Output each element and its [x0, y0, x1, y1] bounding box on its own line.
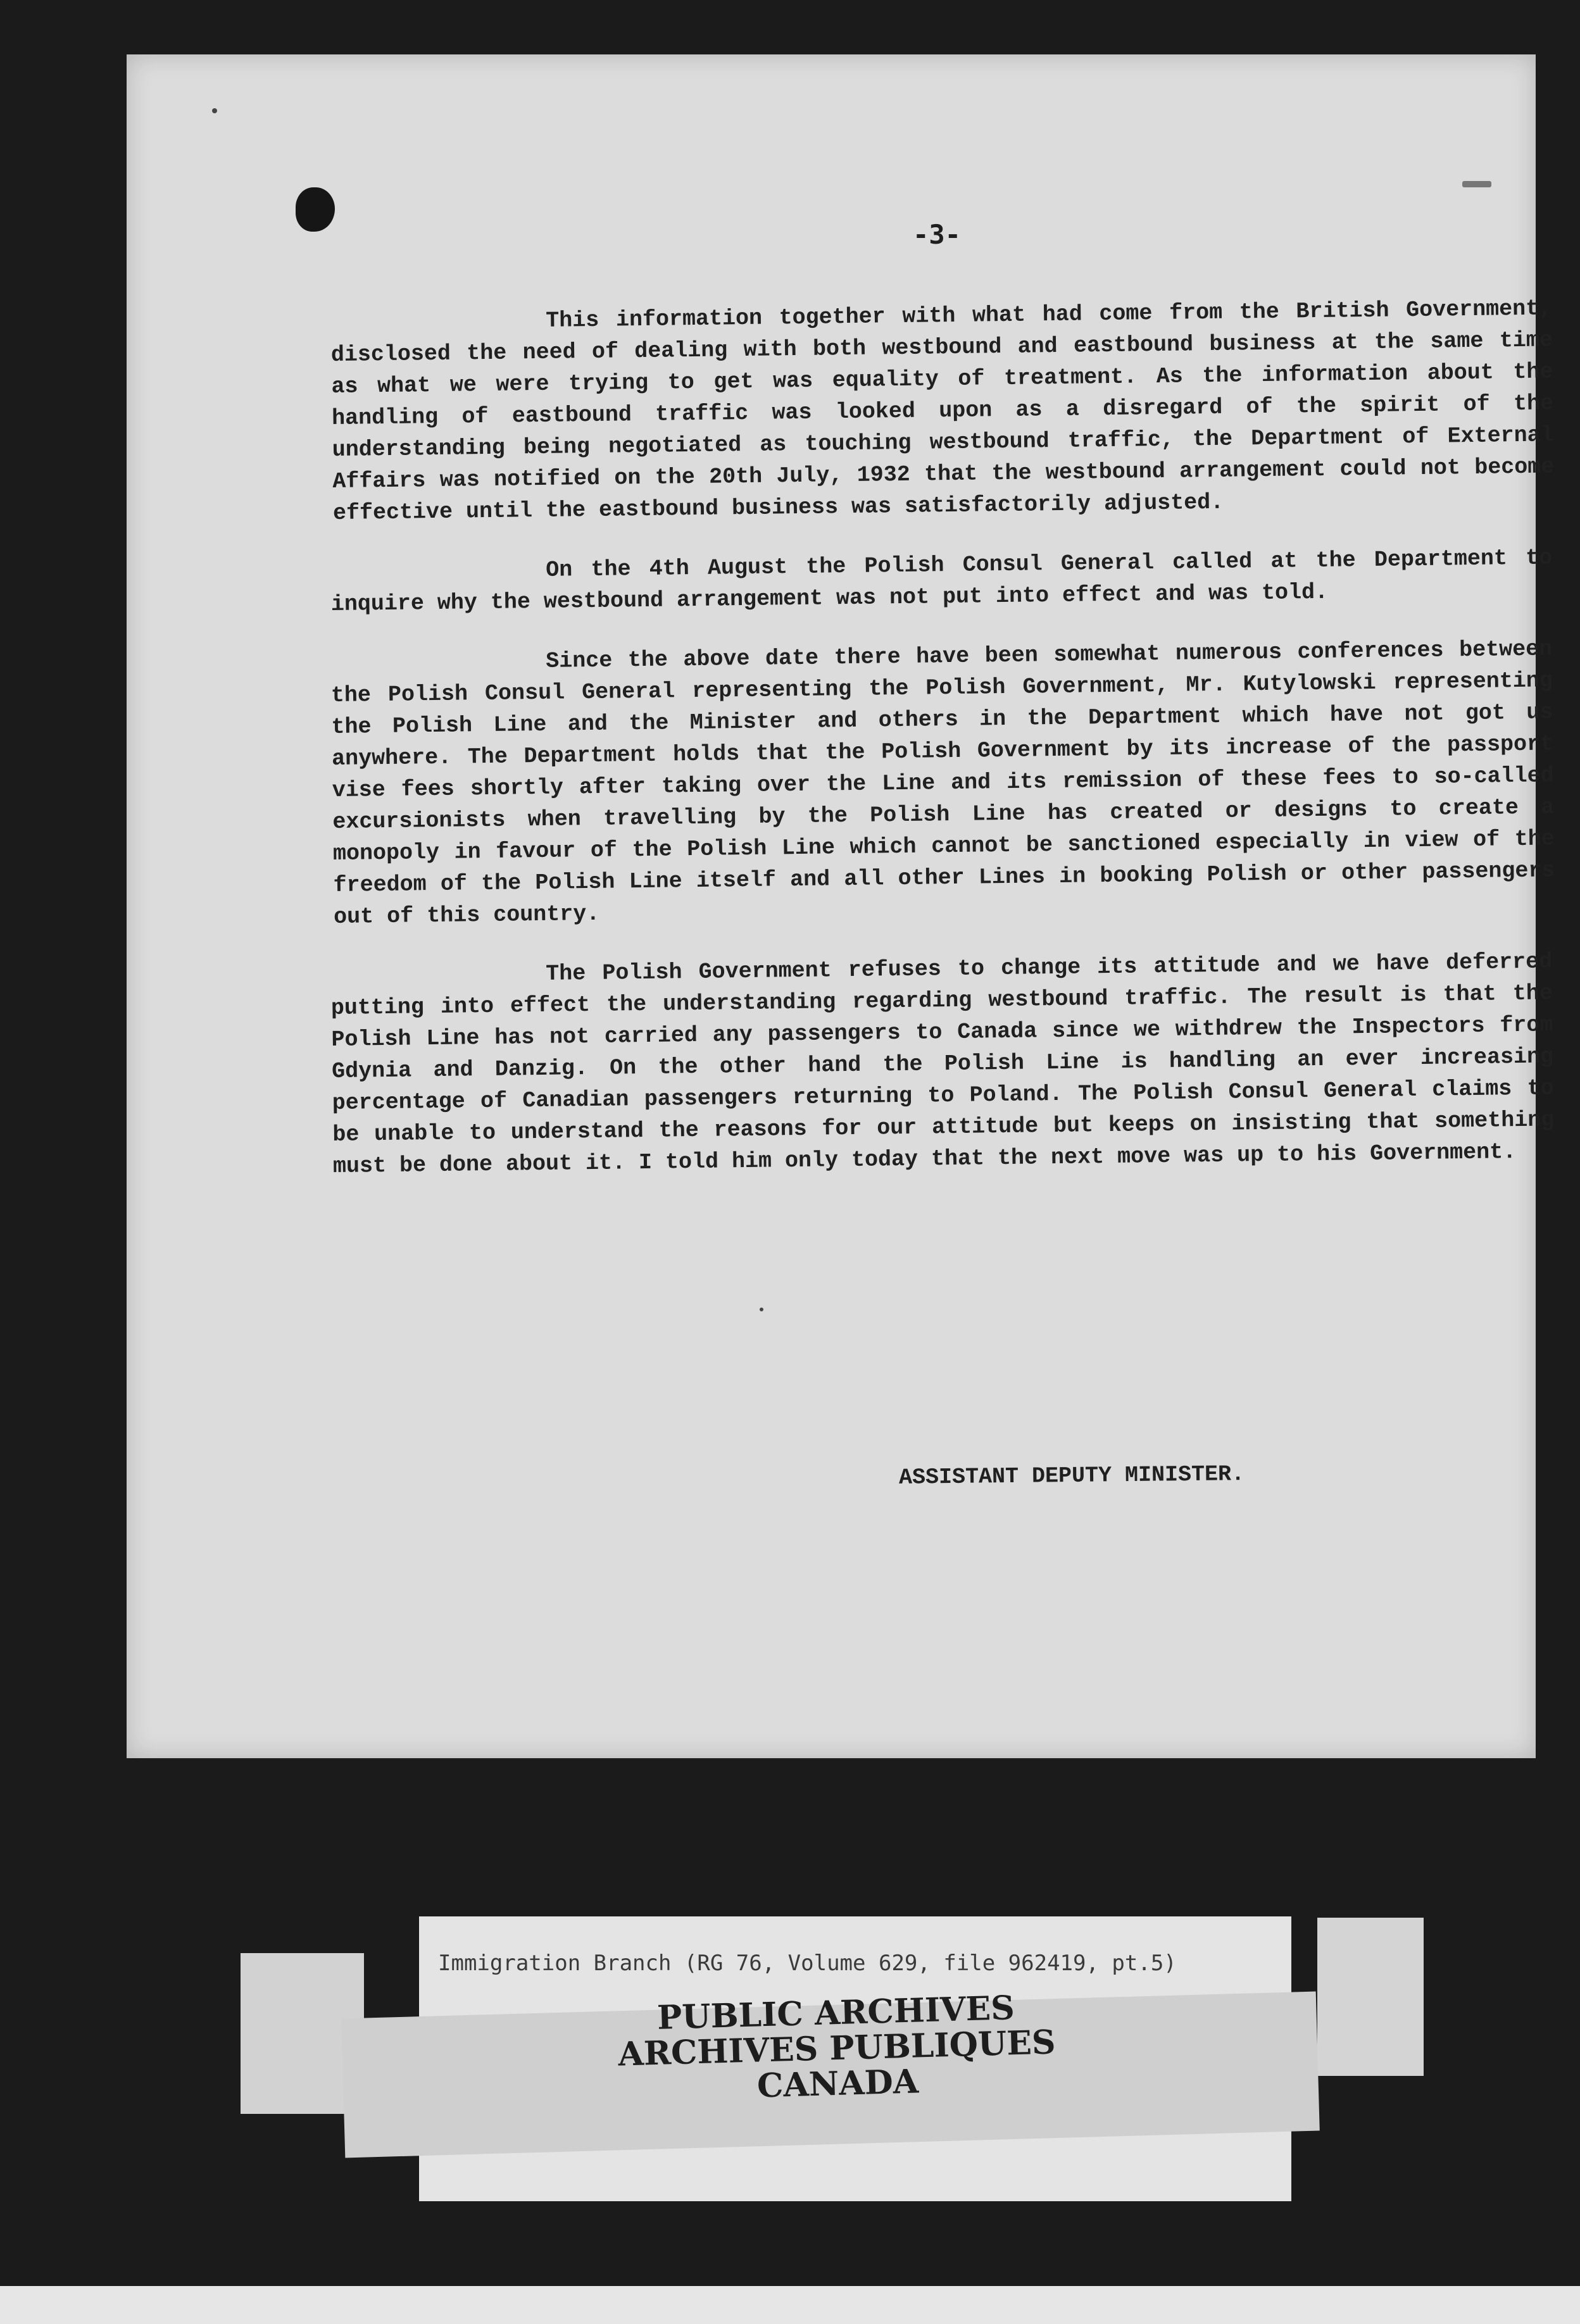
archive-reference: Immigration Branch (RG 76, Volume 629, file 962419, pt.5) [438, 1951, 1177, 1976]
signature-line: ASSISTANT DEPUTY MINISTER. [898, 1461, 1245, 1490]
speck [212, 108, 217, 113]
page-number: -3- [913, 219, 961, 250]
paragraph-3: Since the above date there have been somewhat numerous conferences between the Polish Consul General representing the Polish Government, Mr. Kutylowski representing the Polish Line and the Minister and others in the Department which have not got us anywhere. The Department holds that the Polish Government by its increase of the passport vise fees shortly after taking over the Line and its remission of these fees to so-called excursionists when travelling by the Polish Line has created or designs to create a monopoly in favour of the Polish Line which cannot be sanctioned especially in view of the freedom of the Polish Line itself and all other Lines in booking Polish or other passengers out of this country. [330, 636, 1555, 930]
letter-body [330, 296, 1555, 1210]
stamp-line-1: PUBLIC ARCHIVES [656, 1989, 1015, 2037]
stamp-line-3: CANADA [756, 2062, 919, 2106]
paragraph-4: The Polish Government refuses to change its attitude and we have deferred putting into effect the understanding regarding westbound traffic. The result is that the Polish Line has not carried any passengers to Canada since we withdrew the Inspectors from Gdynia and Danzig. On the other hand the Polish Line is handling an ever increasing percentage of Canadian passengers returning to Poland. The Polish Consul General claims to be unable to understand the reasons for our attitude but keeps on insisting that something must be done about it. I told him only today that the next move was up to his Government. [330, 949, 1555, 1179]
ink-blot [296, 187, 335, 232]
document-page [127, 54, 1555, 1758]
speck [1462, 181, 1491, 187]
speck [760, 1308, 763, 1311]
paragraph-1: This information together with what had come from the British Government, disclosed the need of dealing with both westbound and eastbound business at the same time as what we were trying to get was equality of treatment. As the information about the handling of eastbound traffic was looked upon as a disregard of the spirit of the understanding being negotiated as touching westbound traffic, the Department of External Affairs was notified on the 20th July, 1932 that the westbound arrangement could not become effective until the eastbound business was satisfactorily adjusted. [330, 296, 1555, 526]
paragraph-2: On the 4th August the Polish Consul General called at the Department to inquire why the westbound arrangement was not put into effect and was told. [330, 545, 1553, 617]
tape-strip-right [1317, 1918, 1424, 2076]
stamp-line-2: ARCHIVES PUBLIQUES [617, 2023, 1056, 2074]
archive-stamp [608, 1989, 1066, 2108]
archive-label-card [419, 1916, 1291, 2201]
scan-bottom-edge [0, 2286, 1580, 2324]
